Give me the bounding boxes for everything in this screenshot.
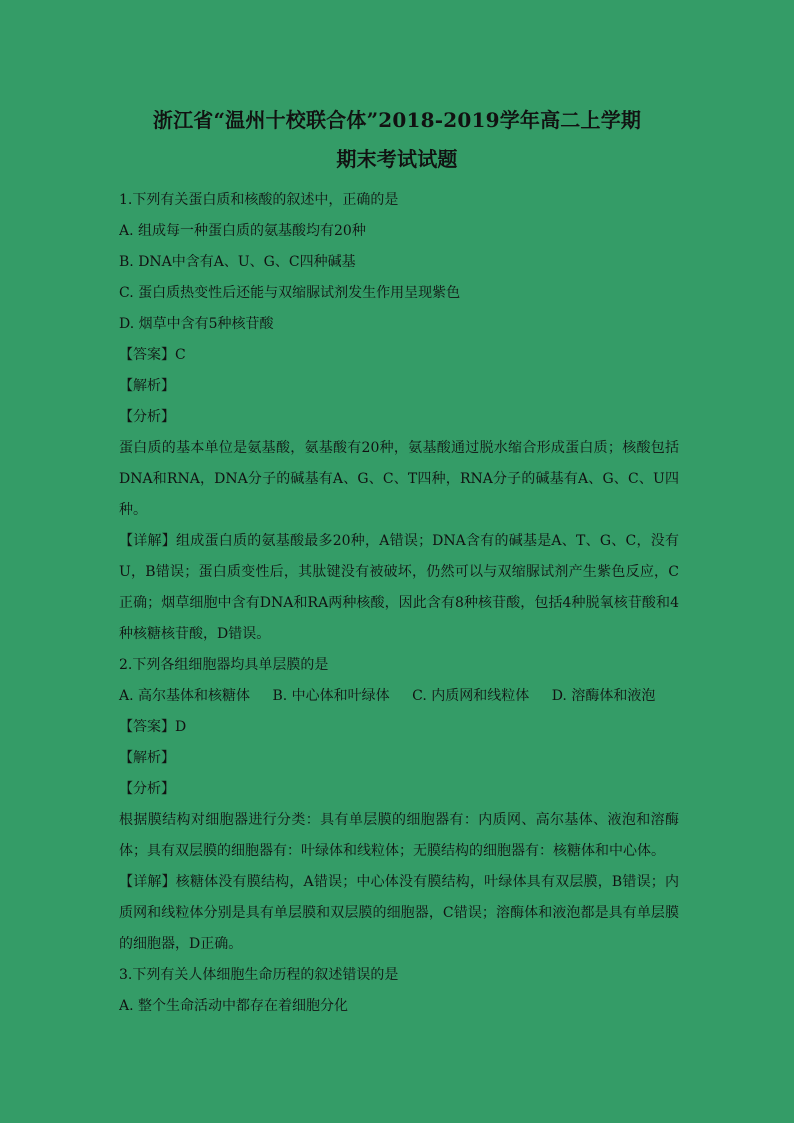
question-1-fenxi-label: 【分析】	[119, 409, 175, 425]
question-1-fenxi-text: 蛋白质的基本单位是氨基酸，氨基酸有20种，氨基酸通过脱水缩合形成蛋白质；核酸包括DNA和RNA，DNA分子的碱基有A、G、C、T四种，RNA分子的碱基有A、G、C、U四种。	[119, 440, 679, 518]
question-1-detail	[119, 526, 679, 650]
question-2-option-b: B. 中心体和叶绿体	[272, 688, 390, 704]
question-1-answer: 【答案】C	[119, 347, 186, 363]
question-1-detail-label: 【详解】	[119, 533, 176, 549]
question-1-option-b: B. DNA中含有A、U、G、C四种碱基	[119, 254, 356, 270]
document-body	[119, 185, 679, 1022]
question-2-options	[119, 681, 679, 712]
question-1-option-d: D. 烟草中含有5种核苷酸	[119, 316, 274, 332]
question-2-detail-label: 【详解】	[119, 874, 176, 890]
question-2-option-c: C. 内质网和线粒体	[412, 688, 530, 704]
document-title: 浙江省“温州十校联合体”2018-2019学年高二上学期	[152, 108, 642, 132]
question-1-option-c: C. 蛋白质热变性后还能与双缩脲试剂发生作用呈现紫色	[119, 285, 461, 301]
question-2-option-a: A. 高尔基体和核糖体	[119, 688, 251, 704]
question-1-stem: 1.下列有关蛋白质和核酸的叙述中，正确的是	[119, 192, 399, 208]
question-3-stem: 3.下列有关人体细胞生命历程的叙述错误的是	[119, 967, 399, 983]
question-1-detail-text: 组成蛋白质的氨基酸最多20种，A错误；DNA含有的碱基是A、T、G、C，没有U，B错误；蛋白质变性后，其肽键没有被破坏，仍然可以与双缩脲试剂产生紫色反应，C正确；烟草细胞中含有DNA和RA两种核酸，因此含有8种核苷酸，包括4种脱氧核苷酸和4种核糖核苷酸，D错误。	[119, 533, 680, 642]
question-3-option-a: A. 整个生命活动中都存在着细胞分化	[119, 998, 349, 1014]
question-2-fenxi-label: 【分析】	[119, 781, 175, 797]
question-2-fenxi-text: 根据膜结构对细胞器进行分类：具有单层膜的细胞器有：内质网、高尔基体、液泡和溶酶体；具有双层膜的细胞器有：叶绿体和线粒体；无膜结构的细胞器有：核糖体和中心体。	[119, 812, 679, 859]
question-2-stem: 2.下列各组细胞器均具单层膜的是	[119, 657, 329, 673]
question-2-analysis-label: 【解析】	[119, 750, 175, 766]
question-1-analysis-label: 【解析】	[119, 378, 175, 394]
question-2-option-d: D. 溶酶体和液泡	[551, 688, 656, 704]
question-2-detail-text: 核糖体没有膜结构，A错误；中心体没有膜结构，叶绿体具有双层膜，B错误；内质网和线粒体分别是具有单层膜和双层膜的细胞器，C错误；溶酶体和液泡都是具有单层膜的细胞器，D正确。	[119, 874, 679, 952]
document-subtitle: 期末考试试题	[336, 147, 458, 171]
question-2-detail	[119, 867, 679, 960]
question-2-answer: 【答案】D	[119, 719, 187, 735]
question-1-option-a: A. 组成每一种蛋白质的氨基酸均有20种	[119, 223, 366, 239]
